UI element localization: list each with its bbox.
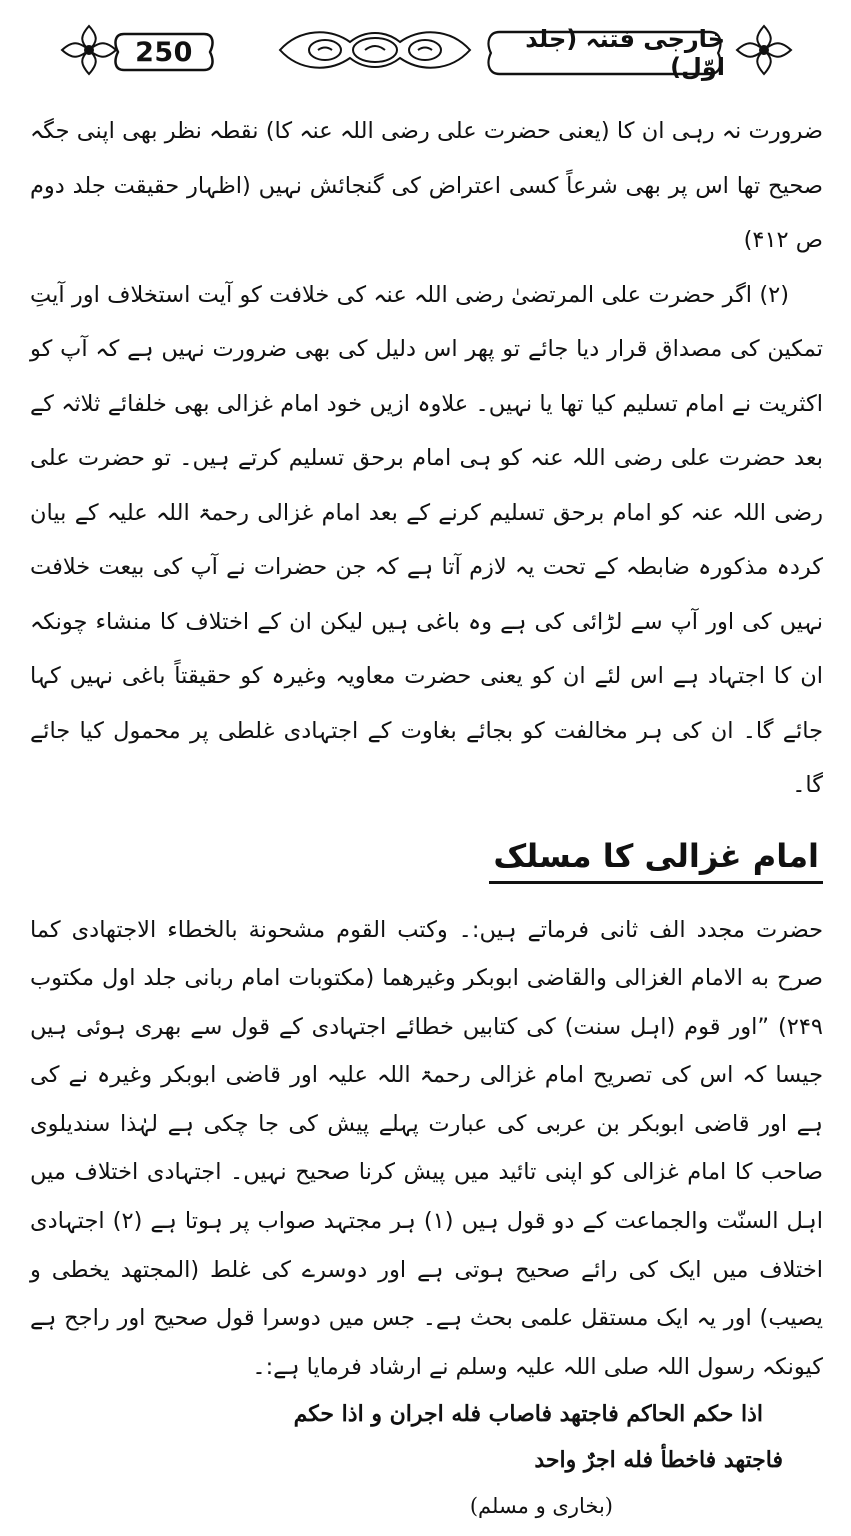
section-heading: امام غزالی کا مسلک [489, 831, 823, 884]
hadith-line-2: فاجتهد فاخطأ فله اجرٌ واحد [534, 1447, 783, 1474]
floral-ornament-icon [733, 22, 795, 78]
header-ornament-band [56, 14, 797, 90]
page-number: 250 [135, 36, 193, 68]
center-ornament-icon [270, 22, 480, 78]
paragraph-point-2: (۲) اگر حضرت علی المرتضیٰ رضی اللہ عنہ کی خلافت کو آیت استخلاف اور آیتِ تمکین کی مصداق قرار دیا جائے تو پھر اس دلیل کی بھی ضرورت نہیں ہے کہ آپ کو اکثریت نے امام تسلیم کیا تھا یا نہیں۔ علاوہ ازیں خود امام غزالی بھی خلفائے ثلاثہ کے بعد حضرت علی رضی اللہ عنہ کو ہی امام برحق تسلیم کرتے ہیں۔ تو حضرت علی رضی اللہ عنہ کو امام برحق تسلیم کرنے کے بعد امام غزالی رحمۃ اللہ علیہ کے بیان کردہ مذکورہ ضابطہ کے تحت یہ لازم آتا ہے کہ جن حضرات نے آپ کی بیعت خلافت نہیں کی اور آپ سے لڑائی کی ہے وہ باغی ہیں لیکن ان کے اختلاف کا منشاء چونکہ ان کا اجتہاد ہے اس لئے ان کو یعنی حضرت معاویہ وغیرہ کو حقیقتاً باغی نہیں کہا جائے گا۔ ان کی ہر مخالفت کو بجائے بغاوت کے اجتہادی غلطی پر محمول کیا جائے گا۔ [30, 281, 823, 798]
paragraph-intro: ضرورت نہ رہی ان کا (یعنی حضرت علی رضی اللہ عنہ کا) نقطہ نظر بھی اپنی جگہ صحیح تھا اس پر بھی شرعاً کسی اعتراض کی گنجائش نہیں (اظہار حقیقت جلد دوم ص ۴۱۲) [30, 118, 823, 253]
hadith-block [30, 1391, 823, 1529]
book-title-frame [484, 25, 725, 81]
hadith-reference: (بخاری و مسلم) [469, 1494, 613, 1519]
page-header [30, 0, 823, 104]
page-body [30, 104, 823, 1529]
paragraph-mujaddid-quote: حضرت مجدد الف ثانی فرماتے ہیں:۔ وکتب القوم مشحونة بالخطاء الاجتهادی کما صرح به الامام الغزالی والقاضی ابوبکر وغیرهما (مکتوبات امام ربانی جلد اول مکتوب ۲۴۹) ”اور قوم (اہل سنت) کی کتابیں خطائے اجتہادی کے قول سے بھری ہوئی ہیں جیسا کہ اس کی تصریح امام غزالی رحمۃ اللہ علیہ اور قاضی ابوبکر وغیرہ نے کی ہے اور قاضی ابوبکر بن عربی کی عبارت پہلے پیش کی جا چکی ہے لہٰذا سندیلوی صاحب کا امام غزالی کو اپنی تائید میں پیش کرنا صحیح نہیں۔ اجتہادی اختلاف میں اہل السنّت والجماعت کے دو قول ہیں (۱) ہر مجتہد صواب پر ہوتا ہے (۲) اجتہادی اختلاف میں ایک کی رائے صحیح ہوتی ہے اور دوسرے کی غلط (المجتهد یخطی و یصیب) اور یہ ایک مستقل علمی بحث ہے۔ جس میں دوسرا قول صحیح اور راجح ہے کیونکہ رسول اللہ صلی اللہ علیہ وسلم نے ارشاد فرمایا ہے:۔ [30, 916, 823, 1380]
hadith-line-1: اذا حکم الحاکم فاجتهد فاصاب فله اجران و اذا حکم [293, 1401, 763, 1428]
page-number-frame [110, 30, 218, 74]
section-heading-wrap [30, 831, 823, 884]
book-title: خارجی فتنہ (جلد اوّل) [525, 25, 725, 81]
